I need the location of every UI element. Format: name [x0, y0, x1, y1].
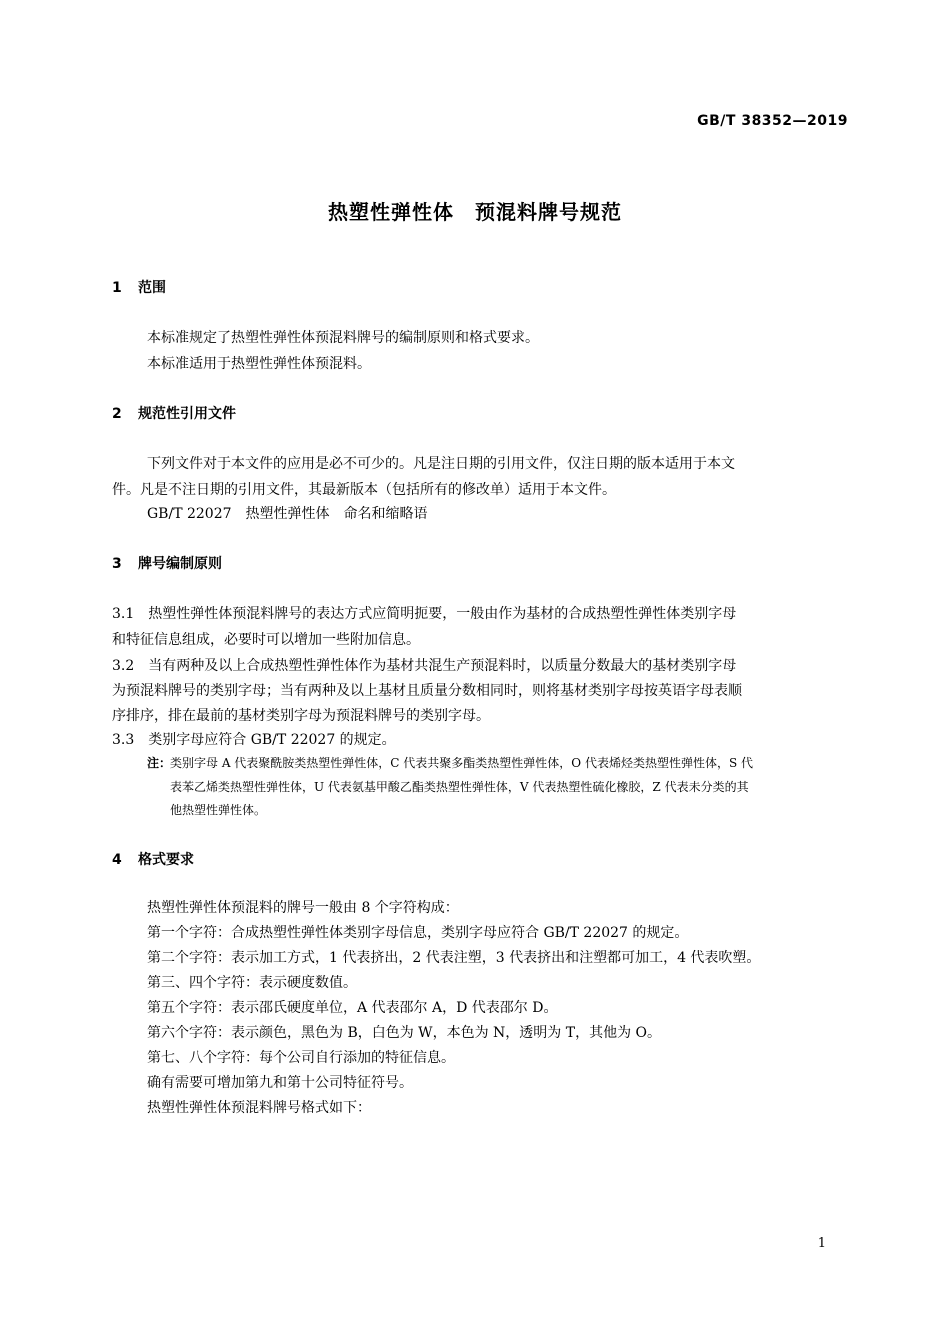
paragraph-line: 件。凡是不注日期的引用文件，其最新版本（包括所有的修改单）适用于本文件。	[112, 482, 616, 498]
clause-line: 3.1 热塑性弹性体预混料牌号的表达方式应简明扼要，一般由作为基材的合成热塑性弹性体类别字母	[112, 606, 737, 622]
page-number: 1	[817, 1236, 826, 1251]
paragraph-line: 下列文件对于本文件的应用是必不可少的。凡是注日期的引用文件，仅注日期的版本适用于本文	[147, 456, 735, 472]
clause-line: 3.3 类别字母应符合 GB/T 22027 的规定。	[112, 732, 396, 748]
paragraph-line: 第一个字符：合成热塑性弹性体类别字母信息，类别字母应符合 GB/T 22027 的规定。	[147, 925, 689, 941]
section-heading-scope	[112, 277, 166, 297]
paragraph-line: 本标准适用于热塑性弹性体预混料。	[147, 356, 371, 372]
paragraph-line: 本标准规定了热塑性弹性体预混料牌号的编制原则和格式要求。	[147, 330, 539, 346]
paragraph-line: 第五个字符：表示邵氏硬度单位，A 代表邵尔 A，D 代表邵尔 D。	[147, 1000, 558, 1016]
section-heading-normative-references	[112, 403, 236, 423]
paragraph-line: 热塑性弹性体预混料的牌号一般由 8 个字符构成：	[147, 900, 459, 916]
clause-line: 和特征信息组成，必要时可以增加一些附加信息。	[112, 632, 420, 648]
standard-code: GB/T 38352—2019	[697, 113, 848, 129]
reference-entry: GB/T 22027 热塑性弹性体 命名和缩略语	[147, 506, 428, 522]
note-label: 注：	[147, 756, 172, 770]
paragraph-line: 第三、四个字符：表示硬度数值。	[147, 975, 357, 991]
clause-line: 3.2 当有两种及以上合成热塑性弹性体作为基材共混生产预混料时，以质量分数最大的基材类别字母	[112, 658, 737, 674]
paragraph-line: 确有需要可增加第九和第十公司特征符号。	[147, 1075, 413, 1091]
clause-line: 为预混料牌号的类别字母；当有两种及以上基材且质量分数相同时，则将基材类别字母按英语字母表顺	[112, 683, 742, 699]
page-title: 热塑性弹性体 预混料牌号规范	[328, 200, 622, 224]
section-number: 3	[112, 556, 122, 572]
paragraph-line: 热塑性弹性体预混料牌号格式如下：	[147, 1100, 371, 1116]
clause-line: 序排序，排在最前的基材类别字母为预混料牌号的类别字母。	[112, 708, 490, 724]
note-line: 表苯乙烯类热塑性弹性体，U 代表氨基甲酸乙酯类热塑性弹性体，V 代表热塑性硫化橡胶，Z 代表未分类的其	[170, 780, 749, 794]
section-title: 规范性引用文件	[138, 406, 236, 422]
section-title: 牌号编制原则	[138, 556, 222, 572]
note-line: 他热塑性弹性体。	[170, 803, 267, 817]
section-number: 4	[112, 852, 122, 868]
paragraph-line: 第二个字符：表示加工方式，1 代表挤出，2 代表注塑，3 代表挤出和注塑都可加工，4 代表吹塑。	[147, 950, 761, 966]
section-heading-principles	[112, 553, 222, 573]
section-number: 2	[112, 406, 122, 422]
section-title: 范围	[138, 280, 166, 296]
paragraph-line: 第七、八个字符：每个公司自行添加的特征信息。	[147, 1050, 455, 1066]
note-line: 类别字母 A 代表聚酰胺类热塑性弹性体，C 代表共聚多酯类热塑性弹性体，O 代表烯烃类热塑性弹性体，S 代	[170, 756, 753, 770]
section-title: 格式要求	[138, 852, 194, 868]
section-number: 1	[112, 280, 122, 296]
paragraph-line: 第六个字符：表示颜色，黑色为 B，白色为 W，本色为 N，透明为 T，其他为 O。	[147, 1025, 661, 1041]
section-heading-format	[112, 849, 194, 869]
